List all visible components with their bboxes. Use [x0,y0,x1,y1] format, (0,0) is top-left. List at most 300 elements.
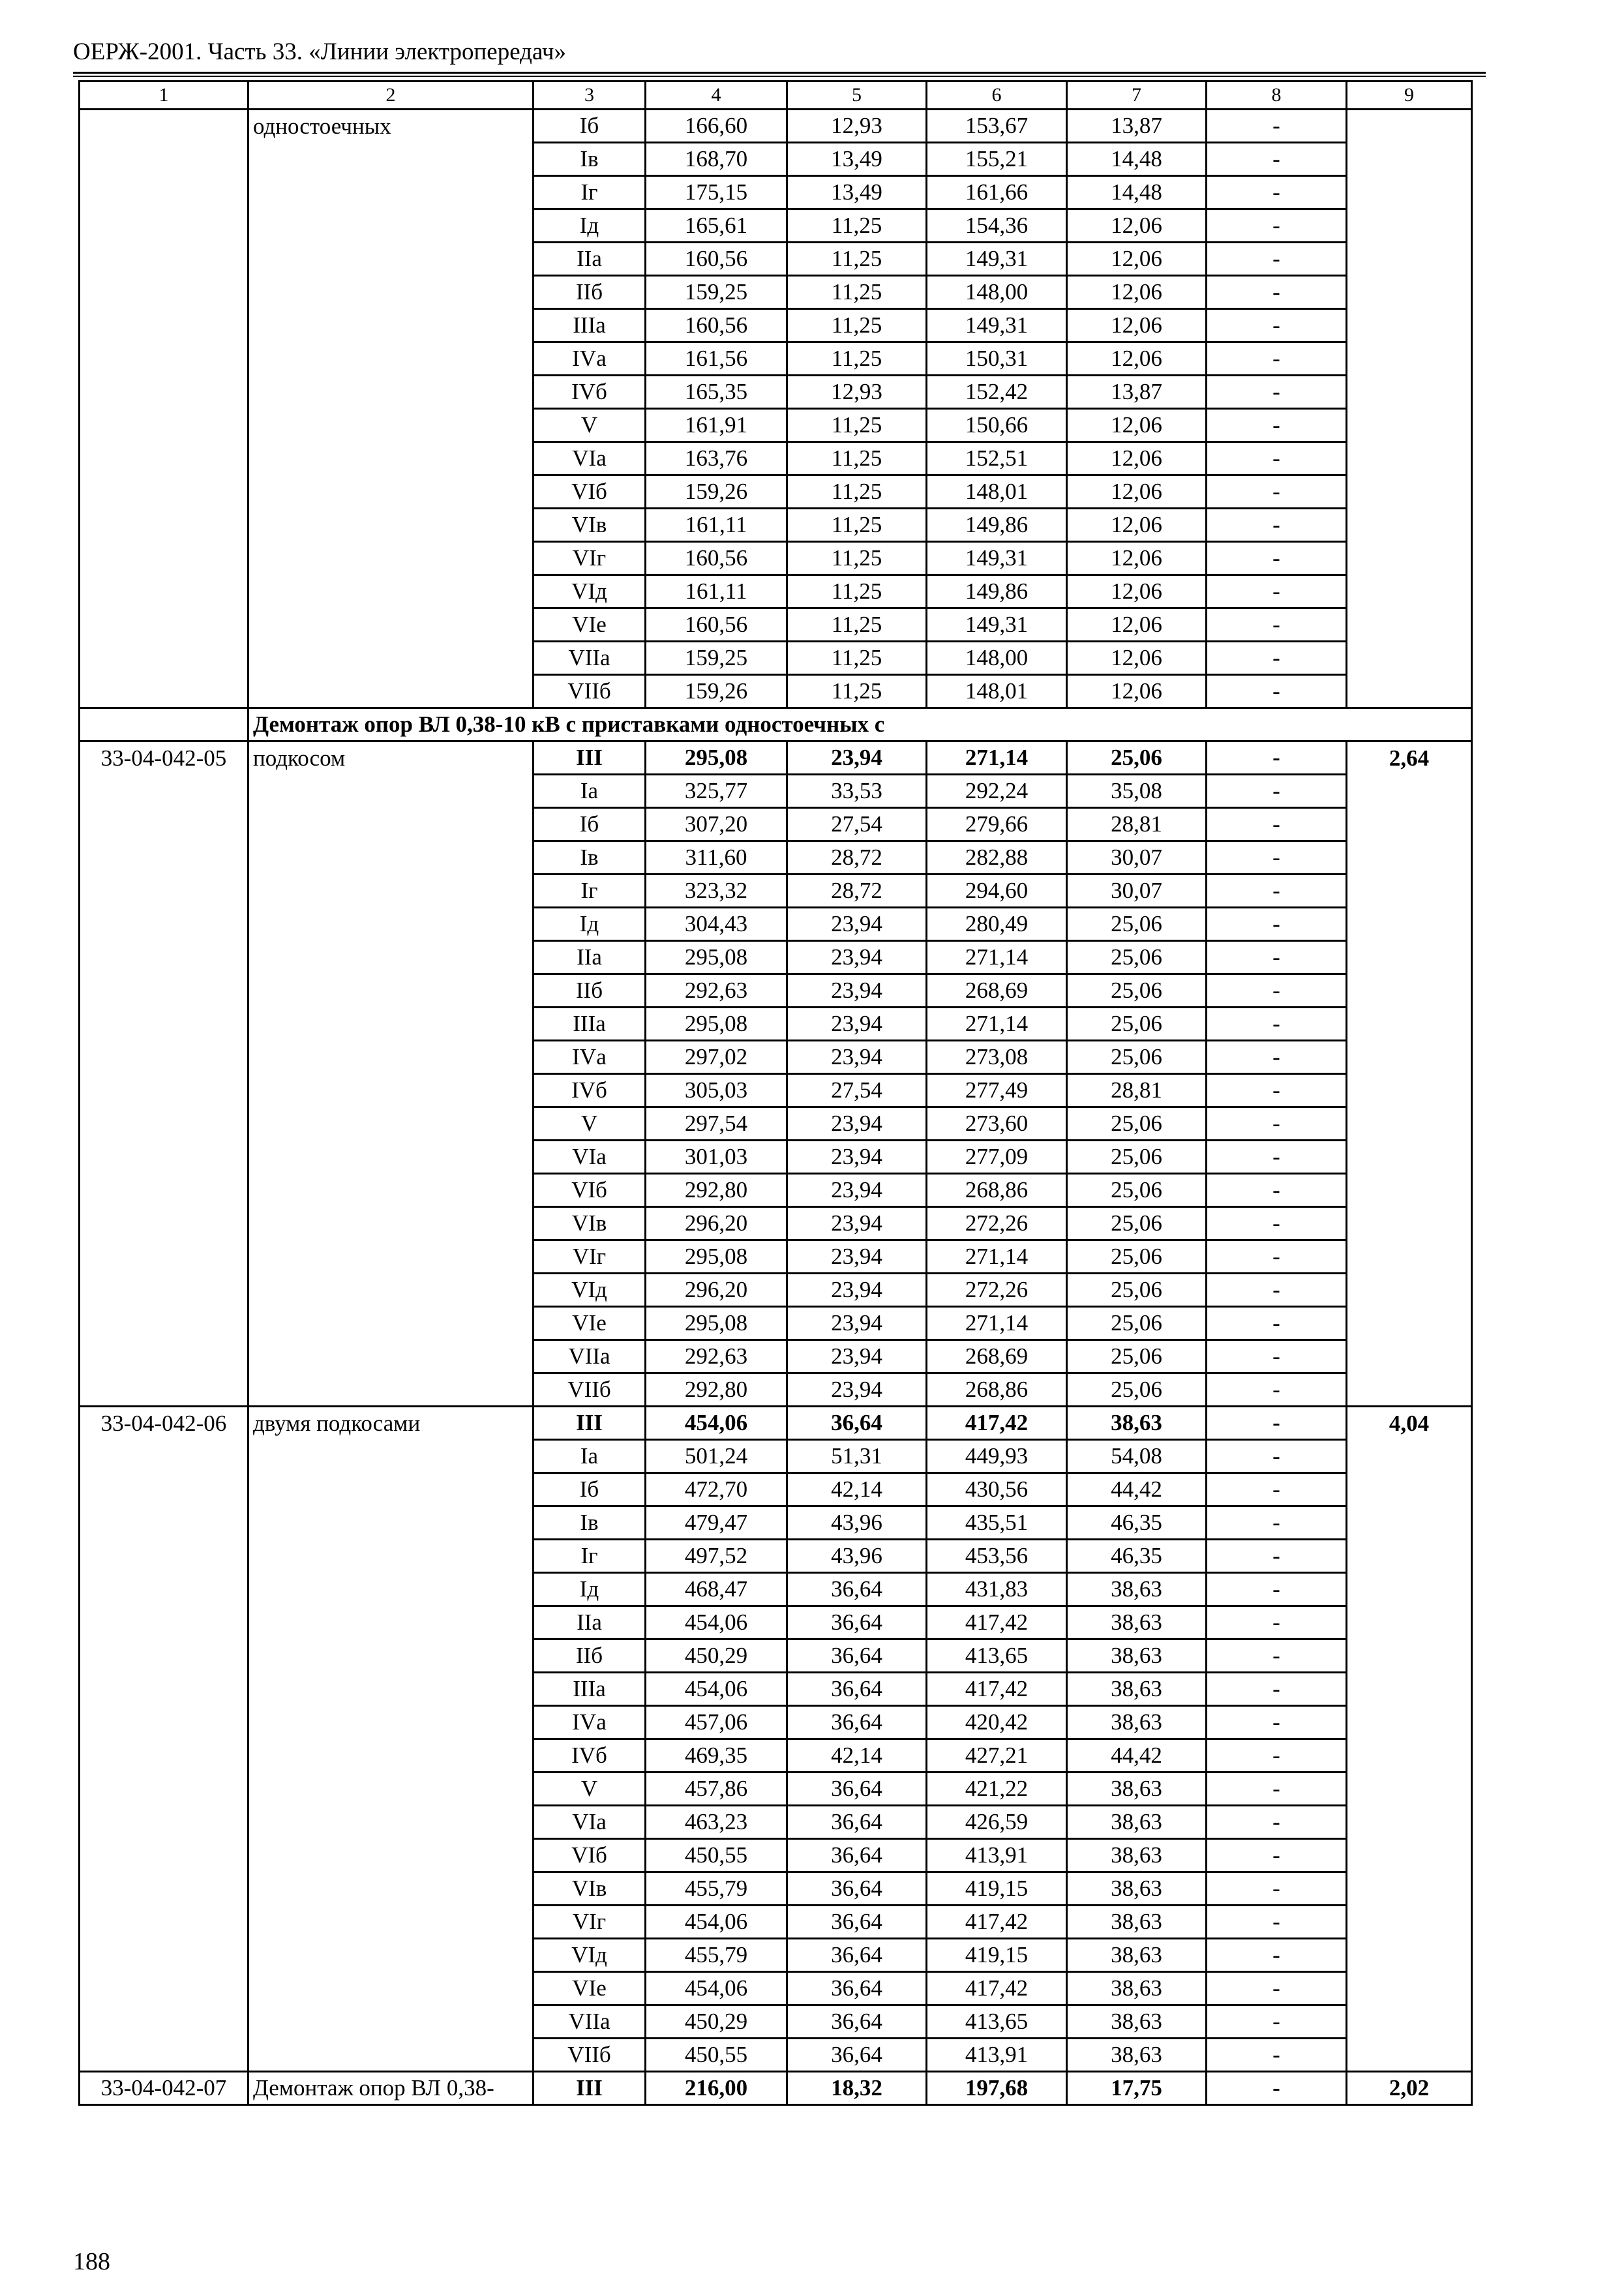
rate-cell [1347,675,1472,708]
value-cell: - [1207,143,1347,176]
page-number: 188 [73,2248,110,2275]
value-cell: 38,63 [1067,1806,1207,1839]
value-cell: 12,06 [1067,542,1207,575]
description-cell [248,1906,534,1939]
value-cell: VIе [534,608,646,642]
value-cell: 13,87 [1067,376,1207,409]
value-cell: 295,08 [646,1240,787,1274]
value-cell: 149,86 [927,575,1067,608]
code-cell [80,1008,248,1041]
description-cell [248,442,534,475]
value-cell: 273,08 [927,1041,1067,1074]
value-cell: VIа [534,1141,646,1174]
value-cell: 166,60 [646,110,787,143]
value-cell: 413,65 [927,1639,1067,1673]
description-cell [248,342,534,376]
value-cell: 454,06 [646,1906,787,1939]
description-cell [248,1739,534,1773]
value-cell: 419,15 [927,1939,1067,1972]
value-cell: VIд [534,575,646,608]
rate-cell [1347,1706,1472,1739]
value-cell: 454,06 [646,1606,787,1639]
value-cell: 454,06 [646,1407,787,1440]
description-cell [248,1540,534,1573]
value-cell: 175,15 [646,176,787,209]
code-cell [80,1041,248,1074]
value-cell: VIIа [534,2005,646,2039]
value-cell: 36,64 [787,1972,927,2005]
value-cell: 417,42 [927,1606,1067,1639]
description-cell [248,376,534,409]
rate-cell [1347,342,1472,376]
rate-cell [1347,875,1472,908]
value-cell: 277,09 [927,1141,1067,1174]
value-cell: - [1207,2072,1347,2105]
value-cell: 13,49 [787,176,927,209]
code-cell [80,1274,248,1307]
rate-cell: 2,02 [1347,2072,1472,2105]
value-cell: 272,26 [927,1274,1067,1307]
code-cell [80,1107,248,1141]
table-row [80,1573,1472,1606]
value-cell: 479,47 [646,1506,787,1540]
value-cell: - [1207,941,1347,974]
code-cell [80,1240,248,1274]
description-cell: подкосом [248,741,534,775]
table-row [80,376,1472,409]
value-cell: 295,08 [646,1307,787,1340]
value-cell: 449,93 [927,1440,1067,1473]
value-cell: Iа [534,775,646,808]
value-cell: 153,67 [927,110,1067,143]
value-cell: - [1207,1939,1347,1972]
value-cell: 28,72 [787,841,927,875]
value-cell: 54,08 [1067,1440,1207,1473]
code-cell [80,2039,248,2072]
value-cell: - [1207,1739,1347,1773]
description-cell [248,1639,534,1673]
description-cell [248,1606,534,1639]
description-cell [248,1872,534,1906]
description-cell [248,775,534,808]
value-cell: 25,06 [1067,1141,1207,1174]
value-cell: - [1207,808,1347,841]
rate-cell [1347,2005,1472,2039]
description-cell [248,209,534,243]
rate-cell [1347,1639,1472,1673]
rate-cell [1347,974,1472,1008]
value-cell: - [1207,1307,1347,1340]
value-cell: 272,26 [927,1207,1067,1240]
table-row [80,1041,1472,1074]
value-cell: 25,06 [1067,1174,1207,1207]
value-cell: - [1207,442,1347,475]
rate-cell [1347,509,1472,542]
value-cell: 457,06 [646,1706,787,1739]
column-number: 2 [248,82,534,110]
value-cell: 27,54 [787,1074,927,1107]
code-cell [80,376,248,409]
column-number: 8 [1207,82,1347,110]
table-row [80,1639,1472,1673]
value-cell: 25,06 [1067,1240,1207,1274]
rate-cell [1347,1041,1472,1074]
rate-cell [1347,1839,1472,1872]
value-cell: 268,86 [927,1373,1067,1407]
value-cell: 501,24 [646,1440,787,1473]
code-cell [80,1773,248,1806]
rate-cell [1347,209,1472,243]
table-row [80,908,1472,941]
table-row [80,642,1472,675]
value-cell: 23,94 [787,1008,927,1041]
value-cell: 28,81 [1067,1074,1207,1107]
table-row [80,1440,1472,1473]
value-cell: 149,31 [927,309,1067,342]
value-cell: 295,08 [646,741,787,775]
value-cell: IVа [534,1706,646,1739]
value-cell: 23,94 [787,1307,927,1340]
value-cell: 420,42 [927,1706,1067,1739]
value-cell: 25,06 [1067,1373,1207,1407]
value-cell: 23,94 [787,1240,927,1274]
value-cell: 42,14 [787,1739,927,1773]
value-cell: - [1207,1606,1347,1639]
description-cell [248,1373,534,1407]
value-cell: 148,01 [927,675,1067,708]
table-row [80,2005,1472,2039]
value-cell: - [1207,1207,1347,1240]
table-row [80,2072,1472,2105]
description-cell [248,1008,534,1041]
value-cell: 453,56 [927,1540,1067,1573]
value-cell: 43,96 [787,1506,927,1540]
value-cell: - [1207,1540,1347,1573]
value-cell: VIд [534,1274,646,1307]
code-cell [80,1939,248,1972]
value-cell: 30,07 [1067,841,1207,875]
code-cell [80,1573,248,1606]
value-cell: 160,56 [646,243,787,276]
rate-cell [1347,309,1472,342]
description-cell [248,1041,534,1074]
description-cell [248,309,534,342]
rate-cell [1347,808,1472,841]
value-cell: - [1207,1240,1347,1274]
value-cell: 11,25 [787,342,927,376]
value-cell: 11,25 [787,509,927,542]
value-cell: 271,14 [927,741,1067,775]
value-cell: 25,06 [1067,1207,1207,1240]
code-cell [80,1141,248,1174]
value-cell: 17,75 [1067,2072,1207,2105]
table-row [80,1506,1472,1540]
value-cell: 12,93 [787,110,927,143]
table-row [80,575,1472,608]
value-cell: 25,06 [1067,741,1207,775]
code-cell [80,1440,248,1473]
rate-cell [1347,409,1472,442]
code-cell [80,1307,248,1340]
value-cell: 11,25 [787,442,927,475]
code-cell [80,1473,248,1506]
value-cell: 427,21 [927,1739,1067,1773]
code-cell [80,509,248,542]
rate-cell [1347,1008,1472,1041]
value-cell: 268,69 [927,1340,1067,1373]
code-cell [80,542,248,575]
description-cell [248,176,534,209]
value-cell: - [1207,1373,1347,1407]
value-cell: 163,76 [646,442,787,475]
value-cell: 435,51 [927,1506,1067,1540]
value-cell: 292,24 [927,775,1067,808]
value-cell: 311,60 [646,841,787,875]
description-cell [248,608,534,642]
description-cell [248,1773,534,1806]
value-cell: 325,77 [646,775,787,808]
value-cell: 12,06 [1067,442,1207,475]
code-cell [80,1207,248,1240]
code-cell [80,176,248,209]
description-cell [248,908,534,941]
value-cell: 46,35 [1067,1506,1207,1540]
table-row [80,1906,1472,1939]
value-cell: - [1207,741,1347,775]
value-cell: IIб [534,276,646,309]
value-cell: - [1207,2005,1347,2039]
rate-cell [1347,1872,1472,1906]
value-cell: - [1207,243,1347,276]
value-cell: Iд [534,1573,646,1606]
description-cell [248,1506,534,1540]
value-cell: 165,61 [646,209,787,243]
value-cell: Iд [534,209,646,243]
value-cell: 28,81 [1067,808,1207,841]
value-cell: 36,64 [787,1573,927,1606]
value-cell: IVб [534,376,646,409]
column-number: 7 [1067,82,1207,110]
value-cell: 12,06 [1067,509,1207,542]
value-cell: 268,86 [927,1174,1067,1207]
description-cell: двумя подкосами [248,1407,534,1440]
value-cell: IVа [534,342,646,376]
table-row [80,1673,1472,1706]
value-cell: 38,63 [1067,1573,1207,1606]
value-cell: 160,56 [646,608,787,642]
code-cell [80,1972,248,2005]
description-cell [248,1174,534,1207]
table-row [80,974,1472,1008]
value-cell: 152,42 [927,376,1067,409]
code-cell [80,1639,248,1673]
rate-cell [1347,1240,1472,1274]
description-cell [248,2005,534,2039]
value-cell: 413,65 [927,2005,1067,2039]
rate-cell [1347,542,1472,575]
rate-cell [1347,110,1472,143]
value-cell: - [1207,1906,1347,1939]
table-row [80,1274,1472,1307]
value-cell: 454,06 [646,1673,787,1706]
value-cell: III [534,2072,646,2105]
description-cell [248,941,534,974]
rate-cell [1347,941,1472,974]
table-row [80,243,1472,276]
value-cell: 23,94 [787,1041,927,1074]
value-cell: - [1207,974,1347,1008]
table-row [80,1806,1472,1839]
value-cell: - [1207,1041,1347,1074]
value-cell: - [1207,1639,1347,1673]
value-cell: 161,91 [646,409,787,442]
rate-cell [1347,1673,1472,1706]
code-cell [80,908,248,941]
value-cell: 161,11 [646,509,787,542]
value-cell: 44,42 [1067,1739,1207,1773]
value-cell: VIг [534,1906,646,1939]
value-cell: IIа [534,1606,646,1639]
table-row [80,209,1472,243]
code-cell [80,110,248,143]
description-cell [248,1440,534,1473]
value-cell: 149,31 [927,608,1067,642]
rate-cell [1347,1806,1472,1839]
value-cell: VIIб [534,1373,646,1407]
rate-cell: 2,64 [1347,741,1472,775]
column-number-row [80,82,1472,110]
rate-cell [1347,1107,1472,1141]
value-cell: 23,94 [787,941,927,974]
description-cell [248,143,534,176]
value-cell: - [1207,542,1347,575]
value-cell: 38,63 [1067,1673,1207,1706]
value-cell: 12,06 [1067,342,1207,376]
value-cell: 323,32 [646,875,787,908]
description-cell [248,1141,534,1174]
code-cell [80,243,248,276]
value-cell: 38,63 [1067,1839,1207,1872]
value-cell: 23,94 [787,1340,927,1373]
value-cell: VIе [534,1307,646,1340]
value-cell: - [1207,1806,1347,1839]
section-title-row [80,708,1472,741]
value-cell: 296,20 [646,1207,787,1240]
table-row [80,1141,1472,1174]
rate-cell [1347,442,1472,475]
table-row [80,1540,1472,1573]
value-cell: 33,53 [787,775,927,808]
column-number: 4 [646,82,787,110]
value-cell: 25,06 [1067,941,1207,974]
value-cell: 14,48 [1067,143,1207,176]
description-cell [248,1307,534,1340]
table-row [80,1107,1472,1141]
value-cell: 271,14 [927,1307,1067,1340]
rate-cell [1347,176,1472,209]
rate-cell [1347,575,1472,608]
table-row [80,875,1472,908]
value-cell: 216,00 [646,2072,787,2105]
rate-cell [1347,2039,1472,2072]
value-cell: IIа [534,941,646,974]
table-row [80,775,1472,808]
description-cell: Демонтаж опор ВЛ 0,38- [248,2072,534,2105]
value-cell: III [534,741,646,775]
code-cell [80,342,248,376]
value-cell: V [534,1107,646,1141]
rate-cell [1347,1307,1472,1340]
description-cell [248,409,534,442]
value-cell: - [1207,575,1347,608]
code-cell [80,675,248,708]
description-cell [248,475,534,509]
column-number: 5 [787,82,927,110]
value-cell: 159,25 [646,642,787,675]
value-cell: 150,66 [927,409,1067,442]
table-row [80,176,1472,209]
value-cell: VIб [534,1174,646,1207]
value-cell: - [1207,1473,1347,1506]
rate-cell [1347,908,1472,941]
value-cell: VIа [534,1806,646,1839]
value-cell: 149,31 [927,542,1067,575]
value-cell: 148,00 [927,276,1067,309]
value-cell: 11,25 [787,542,927,575]
table-row [80,1939,1472,1972]
value-cell: VIIа [534,642,646,675]
value-cell: 36,64 [787,1407,927,1440]
value-cell: - [1207,1174,1347,1207]
value-cell: 417,42 [927,1407,1067,1440]
rate-cell [1347,1606,1472,1639]
code-cell [80,1739,248,1773]
table-row [80,841,1472,875]
value-cell: Iб [534,808,646,841]
value-cell: 25,06 [1067,1008,1207,1041]
value-cell: 13,49 [787,143,927,176]
value-cell: VIг [534,1240,646,1274]
value-cell: 12,06 [1067,575,1207,608]
table-row [80,1340,1472,1373]
value-cell: 149,31 [927,243,1067,276]
value-cell: 36,64 [787,1606,927,1639]
rate-cell [1347,1773,1472,1806]
value-cell: Iа [534,1440,646,1473]
value-cell: - [1207,1506,1347,1540]
value-cell: 457,86 [646,1773,787,1806]
value-cell: 148,01 [927,475,1067,509]
description-cell [248,1839,534,1872]
description-cell [248,2039,534,2072]
rate-cell: 4,04 [1347,1407,1472,1440]
value-cell: - [1207,2039,1347,2072]
header-rule-thin [73,76,1486,77]
value-cell: 497,52 [646,1540,787,1573]
section-title: Демонтаж опор ВЛ 0,38-10 кВ с приставками одностоечных с [248,708,1472,741]
value-cell: VIб [534,1839,646,1872]
code-cell [80,1340,248,1373]
description-cell [248,1573,534,1606]
value-cell: VIе [534,1972,646,2005]
value-cell: 11,25 [787,675,927,708]
value-cell: V [534,1773,646,1806]
rate-cell [1347,1939,1472,1972]
table-row [80,342,1472,376]
code-cell [80,1074,248,1107]
value-cell: - [1207,1141,1347,1174]
code-cell [80,1906,248,1939]
